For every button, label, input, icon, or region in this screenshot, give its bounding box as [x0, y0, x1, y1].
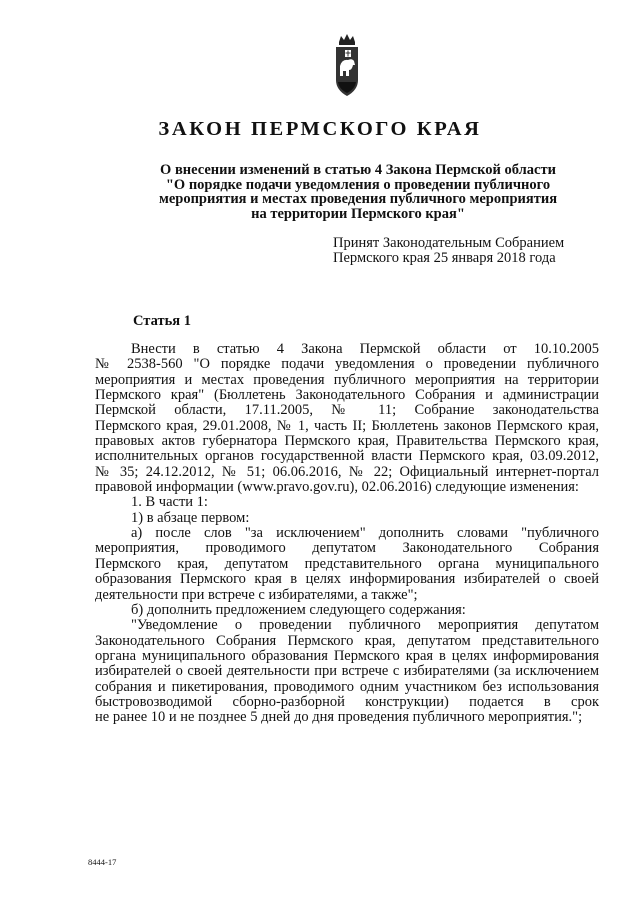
adoption-note: [333, 236, 564, 266]
body-line: Пермского края, депутатом представительного органа муниципального: [95, 555, 599, 572]
body-line: б) дополнить предложением следующего содержания:: [131, 601, 466, 618]
body-line: 1. В части 1:: [131, 494, 208, 511]
body-line: Пермского края" (Бюллетень Законодательного Собрания и администрации: [95, 387, 599, 404]
body-line: не ранее 10 и не позднее 5 дней до дня проведения публичного мероприятия.";: [95, 709, 583, 726]
body-line: быстровозводимой сборно-разборной конструкции) подается в срок: [95, 693, 599, 710]
body-line: мероприятия, проводимого депутатом Законодательного Собрания: [95, 540, 599, 557]
body-line: мероприятия и местах проведения публичного мероприятия на территории: [95, 371, 599, 388]
body-line: 1) в абзаце первом:: [131, 509, 250, 526]
body-line: а) после слов "за исключением" дополнить словами "публичного: [131, 525, 599, 542]
body-line: правовых актов губернатора Пермского края, Правительства Пермского края,: [95, 433, 599, 450]
body-line: Пермской области, 17.11.2005, № 11; Собрание законодательства: [95, 402, 599, 419]
adoption-line: Принят Законодательным Собранием: [333, 235, 565, 251]
body-line: № 2538-560 "О порядке подачи уведомления о проведении публичного: [95, 356, 599, 373]
article-body: [95, 342, 599, 726]
body-line: избирателей о своей деятельности при встрече с избирателями (за исключением: [95, 663, 599, 680]
body-line: исполнительных органов государственной власти Пермского края, 03.09.2012,: [95, 448, 599, 465]
document-code: 8444-17: [88, 857, 117, 867]
body-line: образования Пермского края в целях информирования избирателей о своей: [95, 571, 599, 588]
body-line: "Уведомление о проведении публичного мероприятия депутатом: [131, 617, 599, 634]
coat-of-arms-icon: [330, 32, 364, 102]
subtitle-line: мероприятия и местах проведения публичного мероприятия: [158, 191, 558, 207]
body-line: органа муниципального образования Пермского края в целях информирования: [95, 647, 599, 664]
article-heading: Статья 1: [133, 313, 191, 329]
body-line: Законодательного Собрания Пермского края, депутатом представительного: [95, 632, 599, 649]
body-line: деятельности при встрече с избирателями, а также";: [95, 586, 418, 603]
subtitle-line: О внесении изменений в статью 4 Закона Пермской области: [160, 162, 556, 178]
law-subtitle: [0, 163, 640, 221]
subtitle-line: на территории Пермского края": [251, 205, 465, 222]
subtitle-line: "О порядке подачи уведомления о проведении публичного: [165, 176, 551, 193]
adoption-line: Пермского края 25 января 2018 года: [333, 250, 556, 266]
body-line: Пермского края, 29.01.2008, № 1, часть II; Бюллетень законов Пермского края,: [95, 417, 599, 434]
law-title: ЗАКОН ПЕРМСКОГО КРАЯ: [158, 118, 482, 140]
body-line: № 35; 24.12.2012, № 51; 06.06.2016, № 22; Официальный интернет-портал: [95, 463, 599, 480]
body-line: собрания и пикетирования, проводимого одним участником без использования: [95, 678, 599, 695]
body-line: Внести в статью 4 Закона Пермской области от 10.10.2005: [131, 341, 599, 357]
body-line: правовой информации (www.pravo.gov.ru), 02.06.2016) следующие изменения:: [95, 479, 579, 496]
